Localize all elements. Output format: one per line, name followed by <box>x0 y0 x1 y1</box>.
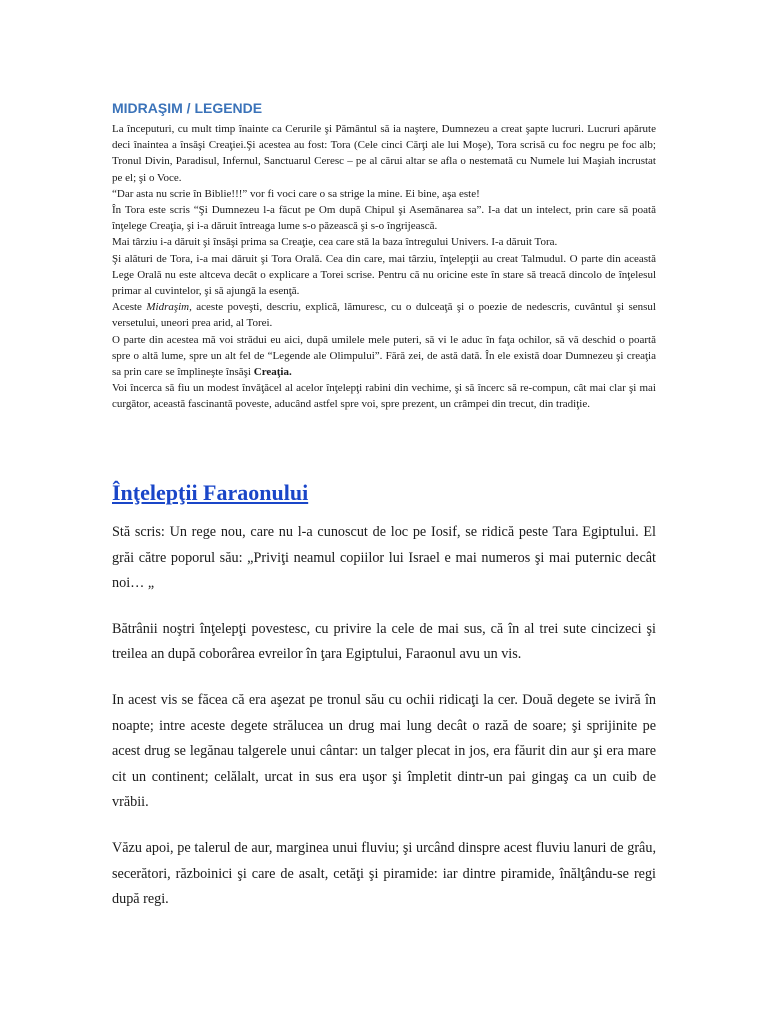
section-title-link[interactable]: Înţelepţii Faraonului <box>112 480 309 505</box>
text-run: Aceste <box>112 301 147 314</box>
story-paragraph: Bătrânii noştri înţelepţi povestesc, cu privire la cele de mai sus, că în al trei sute cincizeci şi treilea an după coborârea evreilor în ţara Egiptului, Faraonul avu un vis. <box>112 620 656 663</box>
story-paragraph: In acest vis se făcea că era aşezat pe tronul său cu ochii ridicaţi la cer. Două degete se iviră în noapte; intre aceste degete strălucea un drug mai lung decât o rază de soare; şi sprijinite pe acest drug se legănau talgerele unui cântar: un talger plecat in jos, era făurit din aur şi era mare cit un continent; celălalt, urcat in sus era uşor şi împletit dintr-un pai gingaş ca un cuib de vrăbii. <box>112 691 656 811</box>
intro-text <box>112 121 656 413</box>
page-heading: MIDRAŞIM / LEGENDE <box>112 100 263 116</box>
intro-paragraph: Şi alături de Tora, i-a mai dăruit şi Tora Orală. Cea din care, mai târziu, înţelepţii au creat Talmudul. O parte din această Lege Orală nu este altceva decât o explicare a Torei scrise. Pentru că nu oricine este în stare să treacă dincolo de înţelesul primar al cuvintelor, şi să ajungă la esenţă. <box>112 252 656 298</box>
midrasim-term: Midraşim, <box>146 301 192 314</box>
intro-paragraph: Voi încerca să fiu un modest învăţăcel al acelor înţelepţi rabini din vechime, şi să încerc să re-compun, cât mai clar şi mai curgător, această fascinantă poveste, aducând astfel spre voi, spre prezent, un crâmpei din trecut, din tradiţie. <box>112 382 656 411</box>
intro-paragraph: “Dar asta nu scrie în Biblie!!!” vor fi voci care o sa strige la mine. Ei bine, aşa este! <box>112 187 480 200</box>
intro-paragraph: La începuturi, cu mult timp înainte ca Cerurile şi Pământul să ia naştere, Dumnezeu a creat şapte lucruri. Lucruri apărute deci înaintea a însăşi Creaţiei.Şi acestea au fost: Tora (Cele cinci Cărţi ale lui Moşe), Tora scrisă cu foc negru pe foc alb; Tronul Divin, Paradisul, Infernul, Sanctuarul Ceresc – pe al cărui altar se afla o nestemată cu Numele lui Maşiah incrustat pe el; şi o Voce. <box>112 123 656 184</box>
text-run: O parte din acestea mă voi strădui eu aici, după umilele mele puteri, să vi le aduc în faţa ochilor, să vă deschid o poartă spre o altă lume, spre un alt fel de “Legende ale Olimpului”. Fără zei, de astă dată. În ele există doar Dumnezeu şi creaţia sa prin care se împlineşte însăşi <box>112 333 656 379</box>
creatia-term: Creaţia. <box>253 366 292 379</box>
story-text <box>112 520 656 933</box>
intro-paragraph <box>112 299 656 331</box>
intro-paragraph <box>112 332 656 381</box>
story-paragraph: Văzu apoi, pe talerul de aur, marginea unui fluviu; şi urcând dinspre acest fluviu lanuri de grâu, secerători, războinici şi care de asalt, cetăţi şi piramide: iar dintre piramide, înălţându-se regi după regi. <box>112 839 656 908</box>
text-run: aceste poveşti, descriu, explică, lămuresc, cu o dulceaţă şi o poezie de nedescris, cuvântul şi sensul versetului, uneori prea arid, al Torei. <box>112 301 656 330</box>
intro-paragraph: Mai târziu i-a dăruit şi însăşi prima sa Creaţie, cea care stă la baza întregului Univers. I-a dăruit Tora. <box>112 236 558 249</box>
intro-paragraph: În Tora este scris “Şi Dumnezeu l-a făcut pe Om după Chipul şi Asemănarea sa”. I-a dat un intelect, prin care să poată înţelege Creaţia, şi i-a dăruit întreaga lume s-o păzească şi s-o îngrijească. <box>112 204 656 233</box>
story-paragraph: Stă scris: Un rege nou, care nu l-a cunoscut de loc pe Iosif, se ridică peste Tara Egiptului. El grăi către poporul său: „Priviţi neamul copiilor lui Israel e mai numeros şi mai puternic decât noi… „ <box>112 524 656 592</box>
